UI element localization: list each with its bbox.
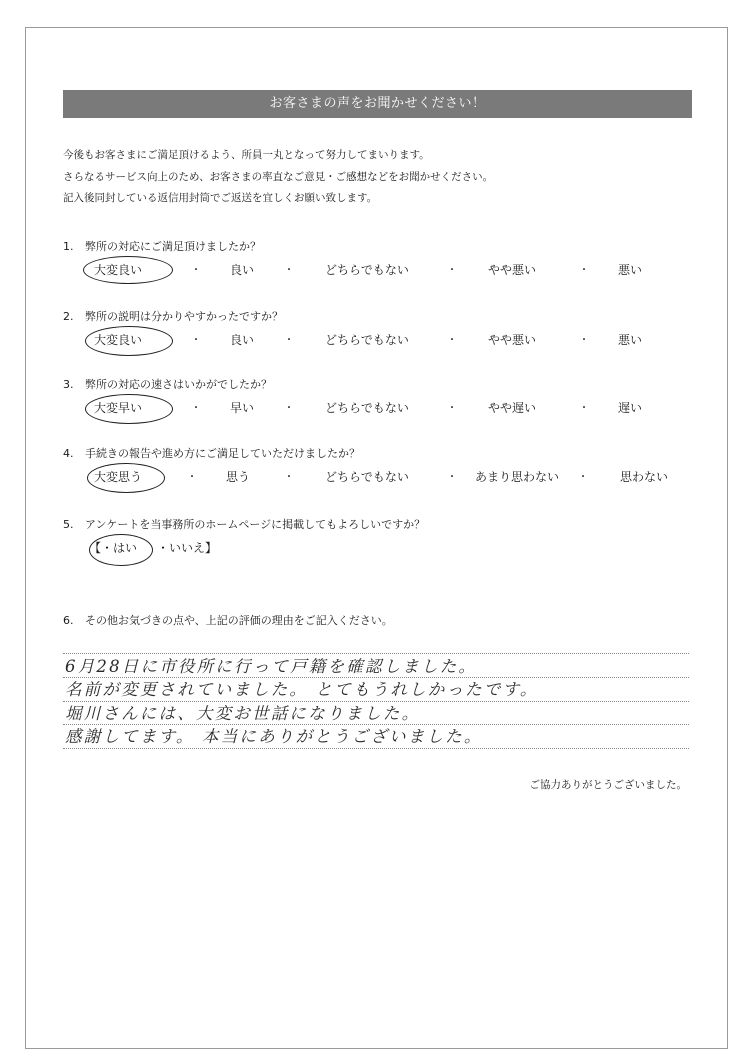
question-text: 弊所の対応にご満足頂けましたか？ — [85, 240, 261, 253]
question-number: 3. — [63, 378, 74, 391]
answer-options — [63, 539, 703, 561]
question-number: 2. — [63, 310, 74, 323]
question-4 — [63, 445, 669, 484]
answer-options — [63, 399, 703, 421]
option-very-good[interactable]: 大変良い — [94, 333, 143, 347]
closing-thanks: ご協力ありがとうございました。 — [529, 779, 687, 791]
question-number: 4. — [63, 447, 74, 460]
separator-dot: ・ — [447, 265, 457, 276]
option-bad[interactable]: 悪い — [618, 263, 643, 277]
option-good[interactable]: 良い — [230, 263, 255, 277]
option-strongly-agree[interactable]: 大変思う — [94, 470, 143, 484]
selected-circle-mark — [89, 534, 153, 566]
question-text: 弊所の説明は分かりやすかったですか？ — [85, 310, 283, 323]
answer-options — [63, 468, 703, 490]
option-somewhat-bad[interactable]: やや悪い — [488, 263, 537, 277]
option-slow[interactable]: 遅い — [618, 401, 643, 415]
question-number: 5. — [63, 518, 74, 531]
separator-dot: ・ — [284, 403, 294, 414]
ruled-line — [63, 748, 689, 749]
option-disagree-somewhat[interactable]: あまり思わない — [475, 470, 560, 484]
selected-circle-mark — [87, 463, 165, 493]
option-somewhat-slow[interactable]: やや遅い — [488, 401, 537, 415]
question-text: その他お気づきの点や、上記の評価の理由をご記入ください。 — [85, 614, 393, 627]
intro-text — [63, 145, 493, 210]
option-somewhat-bad[interactable]: やや悪い — [488, 333, 537, 347]
option-neutral[interactable]: どちらでもない — [325, 470, 409, 484]
question-number: 6. — [63, 614, 74, 627]
handwritten-comment-line: 6月28日に市役所に行って戸籍を確認しました。 — [65, 657, 478, 676]
separator-dot: ・ — [187, 472, 197, 483]
intro-line: 今後もお客さまにご満足頂けるよう、所員一丸となって努力してまいります。 — [63, 149, 430, 161]
selected-circle-mark — [83, 256, 173, 284]
separator-dot: ・ — [191, 265, 201, 276]
intro-line: 記入後同封している返信用封筒でご返送を宜しくお願い致します。 — [63, 192, 378, 204]
question-text: アンケートを当事務所のホームページに掲載してもよろしいですか？ — [85, 518, 426, 531]
separator-dot: ・ — [579, 403, 589, 414]
option-agree[interactable]: 思う — [226, 470, 251, 484]
question-6 — [63, 612, 393, 628]
separator-dot: ・ — [579, 335, 589, 346]
selected-circle-mark — [85, 326, 173, 356]
separator-dot: ・ — [447, 403, 457, 414]
option-yes[interactable]: 【・はい — [89, 541, 138, 555]
handwritten-comment-line: 名前が変更されていました。 とてもうれしかったです。 — [65, 680, 539, 699]
separator-dot: ・ — [447, 335, 457, 346]
option-good[interactable]: 良い — [230, 333, 255, 347]
question-text: 手続きの報告や進め方にご満足していただけましたか？ — [85, 447, 360, 460]
survey-title-bar: お客さまの声をお聞かせください！ — [63, 90, 692, 118]
question-text: 弊所の対応の速さはいかがでしたか？ — [85, 378, 272, 391]
option-fast[interactable]: 早い — [230, 401, 255, 415]
option-very-fast[interactable]: 大変早い — [94, 401, 143, 415]
option-bad[interactable]: 悪い — [618, 333, 643, 347]
question-number: 1. — [63, 240, 74, 253]
option-neutral[interactable]: どちらでもない — [325, 263, 409, 277]
separator-dot: ・ — [284, 472, 294, 483]
separator-dot: ・ — [579, 265, 589, 276]
option-no[interactable]: ・いいえ】 — [157, 541, 218, 555]
separator-dot: ・ — [284, 335, 294, 346]
question-3 — [63, 376, 643, 415]
answer-options — [63, 331, 703, 353]
option-neutral[interactable]: どちらでもない — [325, 333, 409, 347]
separator-dot: ・ — [191, 335, 201, 346]
selected-circle-mark — [85, 394, 173, 424]
separator-dot: ・ — [447, 472, 457, 483]
answer-options — [63, 261, 703, 283]
option-neutral[interactable]: どちらでもない — [325, 401, 409, 415]
separator-dot: ・ — [284, 265, 294, 276]
intro-line: さらなるサービス向上のため、お客さまの率直なご意見・ご感想などをお聞かせください。 — [63, 170, 494, 183]
option-very-good[interactable]: 大変良い — [94, 263, 143, 277]
option-disagree[interactable]: 思わない — [620, 470, 669, 484]
separator-dot: ・ — [578, 472, 588, 483]
question-5 — [63, 516, 426, 555]
handwritten-comment-line: 堀川さんには、大変お世話になりました。 — [65, 704, 421, 723]
handwritten-comment-line: 感謝してます。 本当にありがとうございました。 — [65, 727, 483, 746]
question-2 — [63, 308, 643, 347]
separator-dot: ・ — [191, 403, 201, 414]
question-1 — [63, 238, 643, 277]
